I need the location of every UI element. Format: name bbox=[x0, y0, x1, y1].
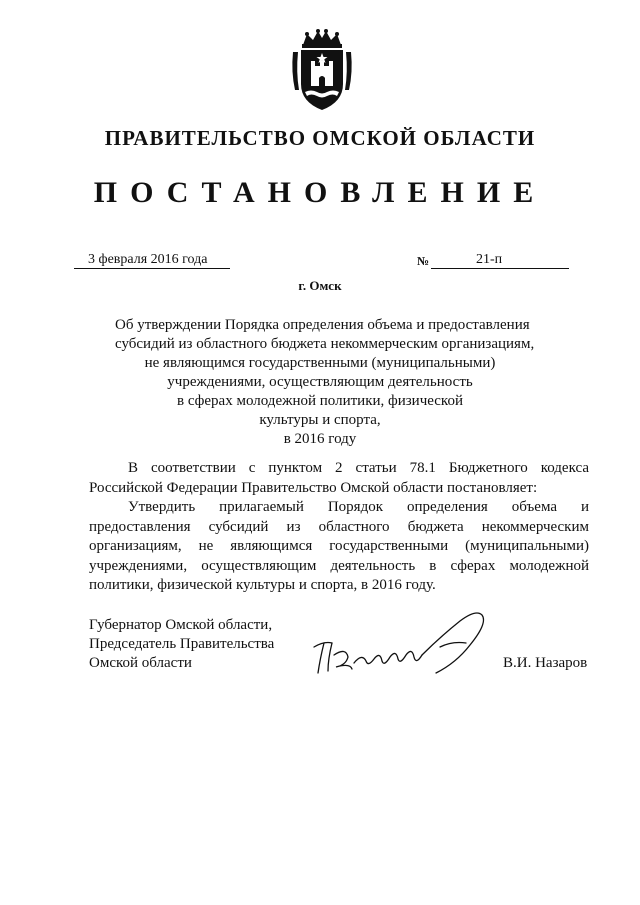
position-line: Губернатор Омской области, bbox=[89, 617, 273, 633]
issuing-authority: ПРАВИТЕЛЬСТВО ОМСКОЙ ОБЛАСТИ bbox=[104, 126, 536, 150]
document-type-title: ПОСТАНОВЛЕНИЕ bbox=[93, 176, 547, 209]
subject-line: субсидий из областного бюджета некоммерческим организациям, bbox=[115, 336, 535, 352]
handwritten-signature-icon bbox=[310, 607, 492, 679]
number-sign: № bbox=[417, 254, 430, 268]
subject-line: Об утверждении Порядка определения объема и предоставления bbox=[115, 317, 530, 333]
position-line: Председатель Правительства bbox=[89, 636, 275, 652]
signer-name: В.И. Назаров bbox=[503, 655, 588, 671]
signatory-position bbox=[89, 616, 274, 673]
subject-line: в 2016 году bbox=[283, 431, 357, 447]
document-number-field bbox=[417, 252, 569, 269]
subject-line: в сферах молодежной политики, физической bbox=[177, 393, 463, 409]
subject-line: культуры и спорта, bbox=[259, 412, 381, 428]
subject-line: учреждениями, осуществляющим деятельность bbox=[167, 374, 473, 390]
document-body bbox=[89, 459, 589, 596]
coat-of-arms-icon bbox=[289, 28, 355, 114]
position-line: Омской области bbox=[89, 655, 192, 671]
document-number: 21-п bbox=[431, 252, 569, 269]
subject-line: не являющимся государственными (муниципальными) bbox=[144, 355, 496, 371]
body-paragraph: В соответствии с пунктом 2 статьи 78.1 Бюджетного кодекса Российской Федерации Правительство Омской области постановляет: bbox=[89, 460, 589, 496]
document-subject bbox=[115, 316, 535, 449]
body-paragraph: Утвердить прилагаемый Порядок определения объема и предоставления субсидий из областного бюджета некоммерческим организациям, не являющимся государственными (муниципальными) учреждениями, осуществляющим деятельность в сферах молодежной политики, физической культуры и спорта, в 2016 году. bbox=[89, 499, 589, 593]
issue-city: г. Омск bbox=[298, 278, 342, 293]
document-date: 3 февраля 2016 года bbox=[74, 252, 230, 269]
